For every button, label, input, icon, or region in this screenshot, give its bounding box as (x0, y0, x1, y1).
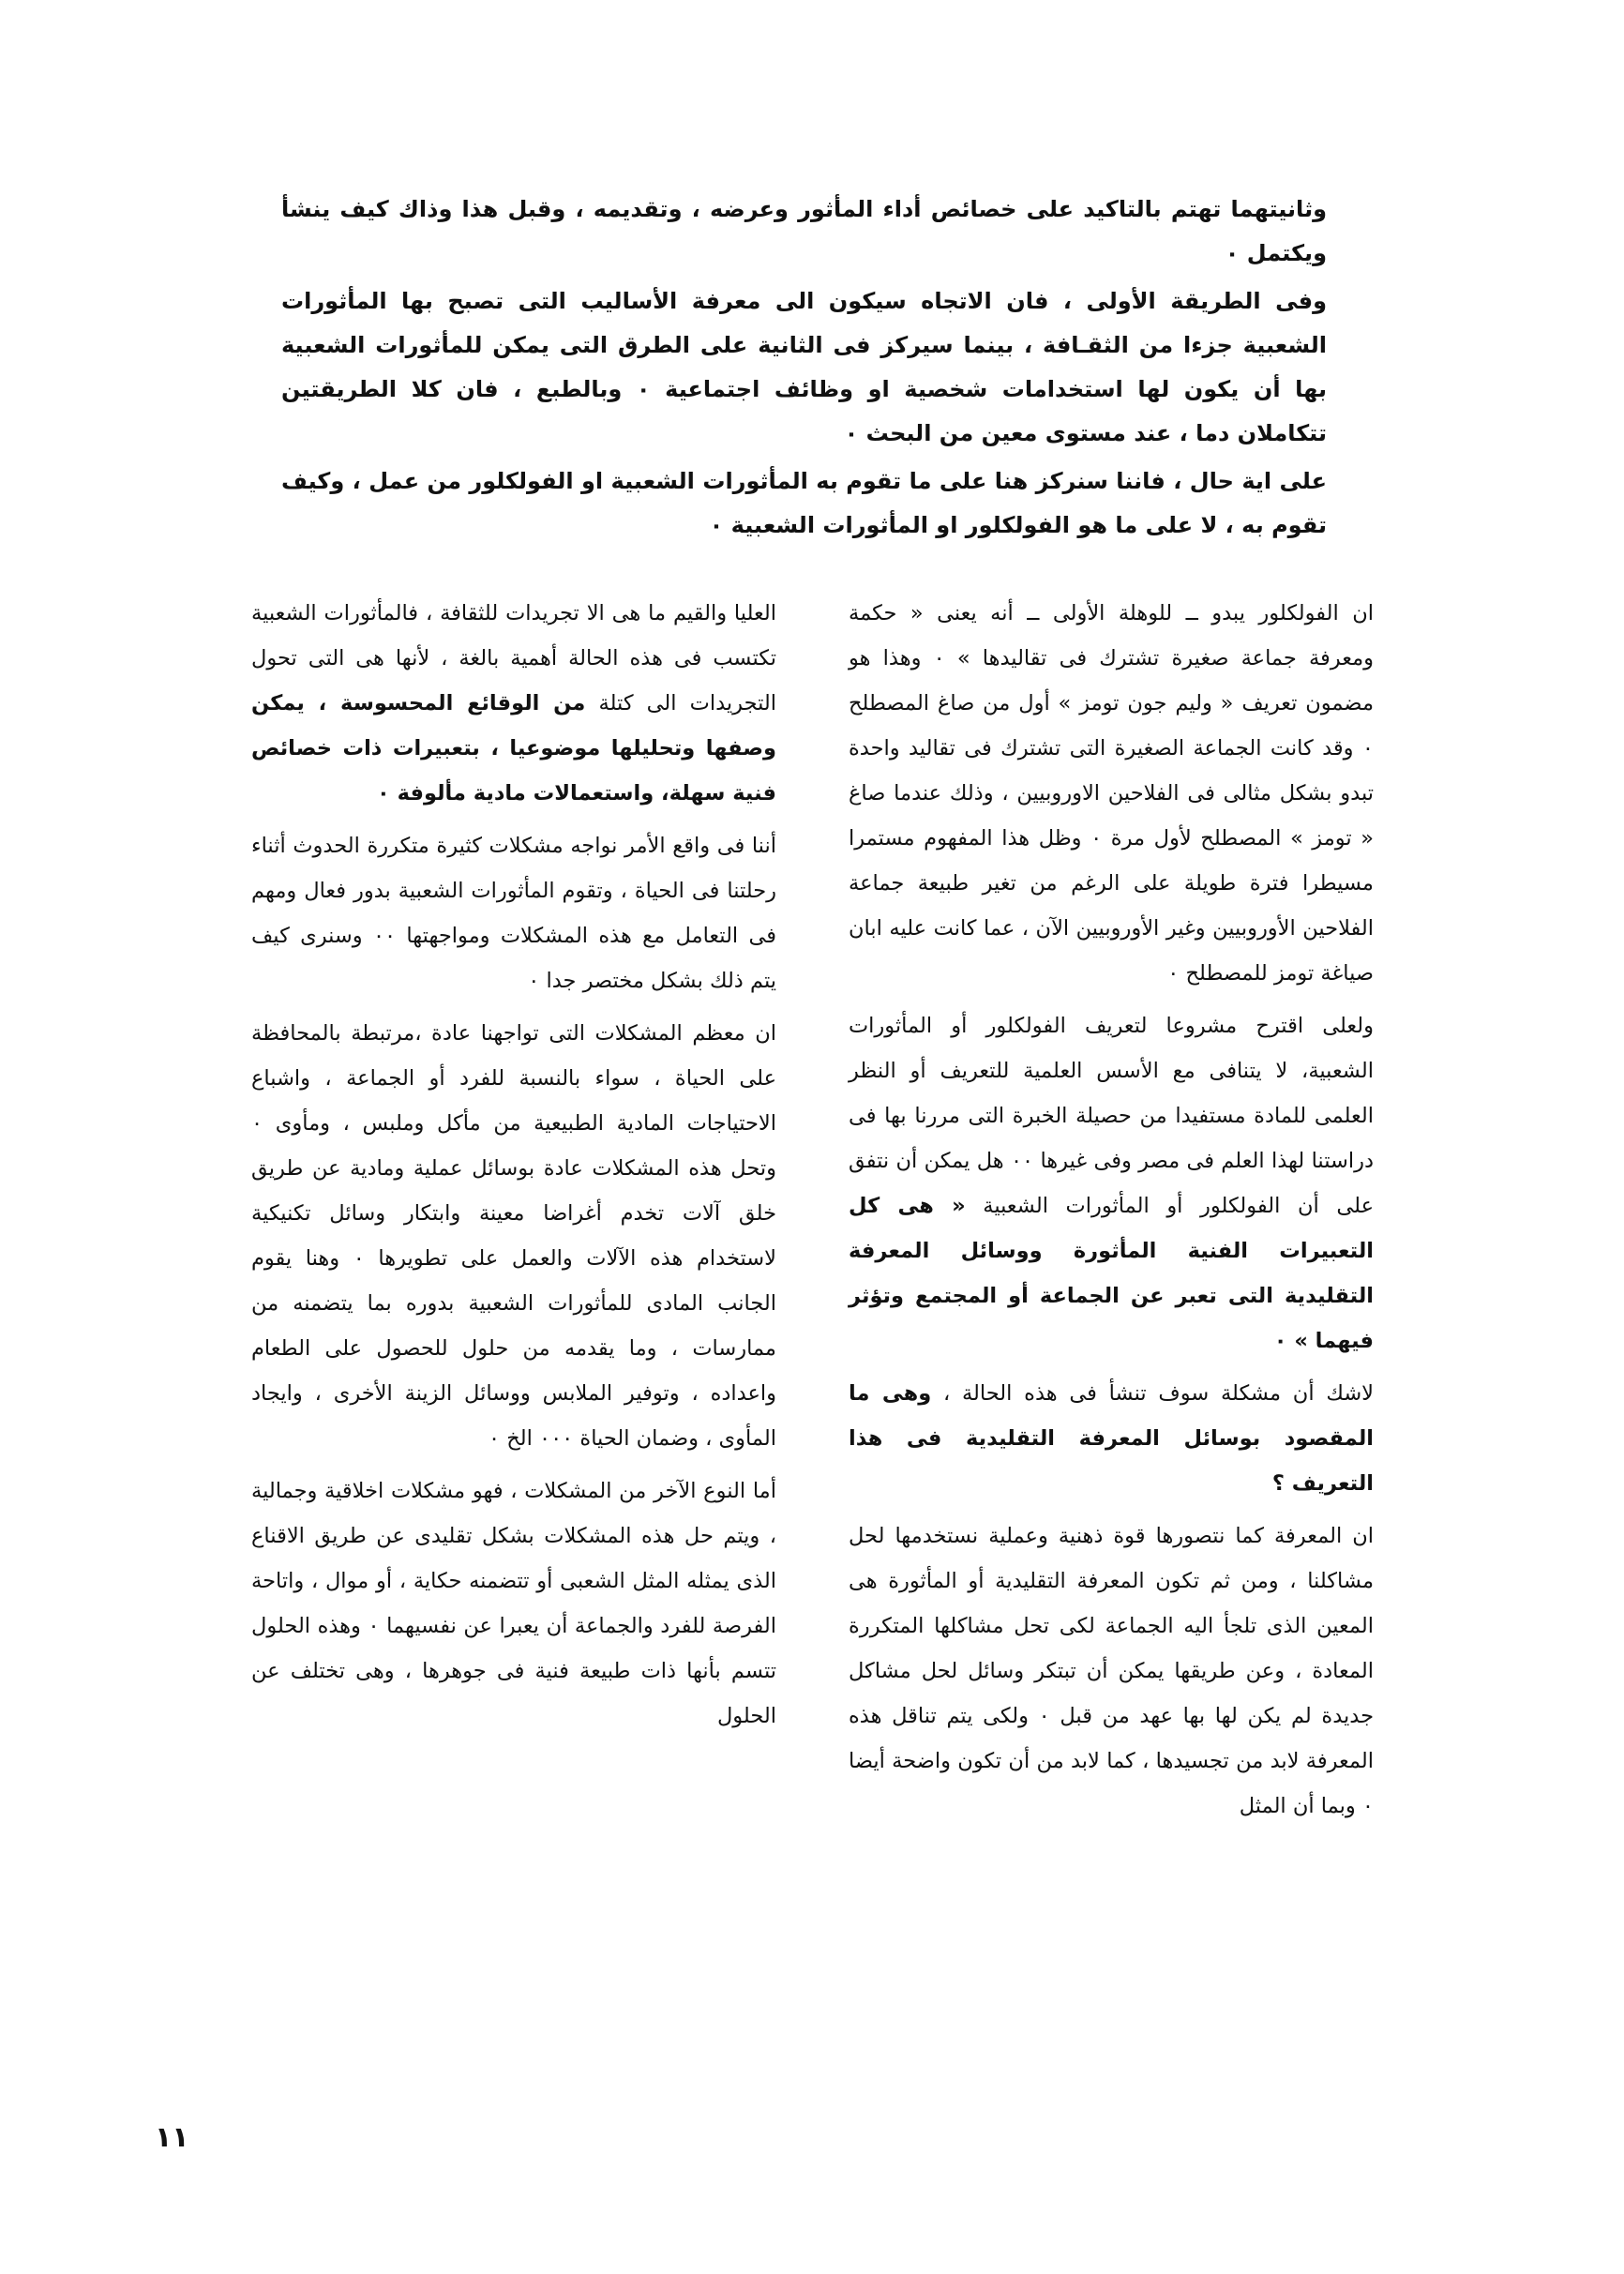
right-column (849, 591, 1374, 1836)
left-paragraph-3: ان معظم المشكلات التى تواجهنا عادة ،مرتبطة بالمحافظة على الحياة ، سواء بالنسبة للفرد أو الجماعة ، واشباع الاحتياجات المادية الطبيعية من مأكل وملبس ، ومأوى ٠ وتحل هذه المشكلات عادة بوسائل عملية ومادية عن طريق خلق آلات تخدم أغراضا معينة وابتكار وسائل تكنيكية لاستخدام هذه الآلات والعمل على تطويرها ٠ وهنا يقوم الجانب المادى للمأثورات الشعبية بدوره بما يتضمنه من ممارسات ، وما يقدمه من حلول للحصول على الطعام واعداده ، وتوفير الملابس ووسائل الزينة الأخرى ، وايجاد المأوى ، وضمان الحياة ٠٠٠ الخ ٠ (251, 1021, 776, 1451)
intro-paragraph-2: وفى الطريقة الأولى ، فان الاتجاه سيكون الى معرفة الأساليب التى تصبح بها المأثورات الشعبية جزءا من الثقـافة ، بينما سيركز فى الثانية على الطرق التى يمكن للمأثورات الشعبية بها أن يكون لها استخدامات شخصية او وظائف اجتماعية ٠ وبالطبع ، فان كلا الطريقتين تتكاملان دما ، عند مستوى معين من البحث ٠ (281, 288, 1328, 446)
left-column (251, 591, 776, 1746)
left-paragraph-1 (251, 591, 776, 816)
left-paragraph-1-emphasis: من الوقائع المحسوسة ، يمكن وصفها وتحليلها موضوعيا ، بتعبيرات ذات خصائص فنية سهلة، واستعمالات مادية مألوفة ٠ (251, 691, 776, 806)
right-paragraph-3-text: لاشك أن مشكلة سوف تنشأ فى هذه الحالة ، (931, 1381, 1374, 1406)
right-paragraph-1: ان الفولكلور يبدو ــ للوهلة الأولى ــ أنه يعنى « حكمة ومعرفة جماعة صغيرة تشترك فى تقاليدها » ٠ وهذا هو مضمون تعريف « وليم جون تومز » أول من صاغ المصطلح ٠ وقد كانت الجماعة الصغيرة التى تشترك فى تقاليد واحدة تبدو بشكل مثالى فى الفلاحين الاوروبيين ، وذلك عندما صاغ « تومز » المصطلح لأول مرة ٠ وظل هذا المفهوم مستمرا مسيطرا فترة طويلة على الرغم من تغير طبيعة جماعة الفلاحين الأوروبيين وغير الأوروبيين الآن ، عما كانت عليه ابان صياغة تومز للمصطلح ٠ (849, 601, 1375, 986)
left-paragraph-2: أننا فى واقع الأمر نواجه مشكلات كثيرة متكررة الحدوث أثناء رحلتنا فى الحياة ، وتقوم المأثورات الشعبية بدور فعال ومهم فى التعامل مع هذه المشكلات ومواجهتها ٠٠ وسنرى كيف يتم ذلك بشكل مختصر جدا ٠ (251, 834, 776, 993)
folklore-definition: « هى كل التعبيرات الفنية المأثورة ووسائل المعرفة التقليدية التى تعبر عن الجماعة أو المجتمع وتؤثر فيهما » ٠ (849, 1194, 1374, 1353)
right-paragraph-2-text: ولعلى اقترح مشروعا لتعريف الفولكلور أو المأثورات الشعبية، لا يتنافى مع الأسس العلمية للتعريف أو النظر العلمى للمادة مستفيدا من حصيلة الخبرة التى مررنا بها فى دراستنا لهذا العلم فى مصر وفى غيرها ٠٠ هل يمكن أن نتفق على أن الفولكلور أو المأثورات الشعبية (849, 1014, 1374, 1218)
left-paragraph-4: أما النوع الآخر من المشكلات ، فهو مشكلات اخلاقية وجمالية ، ويتم حل هذه المشكلات بشكل تقليدى عن طريق الاقناع الذى يمثله المثل الشعبى أو تتضمنه حكاية ، أو موال ، واتاحة الفرصة للفرد والجماعة أن يعبرا عن نفسيهما ٠ وهذه الحلول تتسم بأنها ذات طبيعة فنية فى جوهرها ، وهى تختلف عن الحلول (251, 1479, 777, 1728)
right-paragraph-3 (849, 1371, 1374, 1506)
left-paragraph-1-text: العليا والقيم ما هى الا تجريدات للثقافة ، فالمأثورات الشعبية تكتسب فى هذه الحالة أهمية بالغة ، لأنها هى التى تحول التجريدات الى كتلة (251, 601, 776, 715)
intro-paragraph-3: على اية حال ، فاننا سنركز هنا على ما تقوم به المأثورات الشعبية او الفولكلور من عمل ، وكيف تقوم به ، لا على ما هو الفولكلور او المأثورات الشعبية ٠ (281, 468, 1327, 538)
intro-paragraph-1: وثانيتهما تهتم بالتاكيد على خصائص أداء المأثور وعرضه ، وتقديمه ، وقبل هذا وذاك كيف ينشأ ويكتمل ٠ (281, 196, 1327, 266)
right-paragraph-4: ان المعرفة كما نتصورها قوة ذهنية وعملية نستخدمها لحل مشاكلنا ، ومن ثم تكون المعرفة التقليدية أو المأثورة هى المعين الذى تلجأ اليه الجماعة لكى تحل مشاكلها المتكررة المعادة ، وعن طريقها يمكن أن تبتكر وسائل لحل مشاكل جديدة لم يكن لها بها عهد من قبل ٠ ولكى يتم تناقل هذه المعرفة لابد من تجسيدها ، كما لابد من أن تكون واضحة أيضا ٠ وبما أن المثل (849, 1524, 1374, 1818)
right-paragraph-3-question: وهى ما المقصود بوسائل المعرفة التقليدية فى هذا التعريف ؟ (849, 1381, 1374, 1496)
page-number: ١١ (155, 2121, 189, 2154)
right-paragraph-2 (849, 1003, 1374, 1363)
intro-block (281, 188, 1327, 551)
